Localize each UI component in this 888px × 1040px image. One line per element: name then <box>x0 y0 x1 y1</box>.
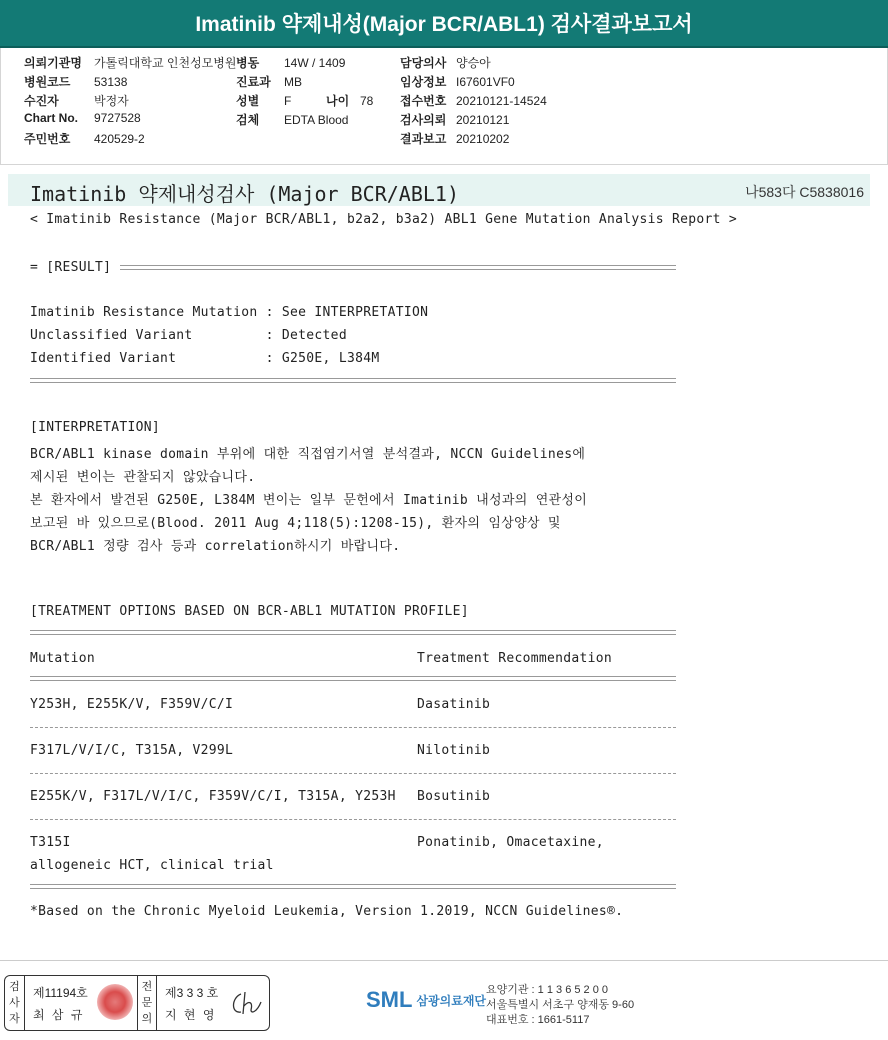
info-row-institution: 의뢰기관명 가톨릭대학교 인천성모병원 <box>24 56 237 70</box>
table-row-mutation: E255K/V, F317L/V/I/C, F359V/C/I, T315A, Y253H <box>30 789 396 804</box>
info-row-chart-no: Chart No. 9727528 <box>24 111 141 125</box>
col-treatment: Treatment Recommendation <box>417 651 613 666</box>
report-code: 나583다 C5838016 <box>745 184 864 200</box>
contact-info <box>486 983 634 1028</box>
result-header-rule <box>120 265 676 270</box>
info-divider <box>0 164 888 165</box>
signature-icon <box>227 988 265 1020</box>
table-row-treatment: Dasatinib <box>417 697 491 712</box>
row-divider <box>30 773 676 774</box>
info-row-hospital-code: 병원코드 53138 <box>24 75 128 89</box>
rule <box>30 630 676 635</box>
frame-left <box>0 48 1 165</box>
interpretation-line: 제시된 변이는 관찰되지 않았습니다. <box>30 470 256 485</box>
org-name: 삼광의료재단 <box>416 993 487 1008</box>
banner-title: Imatinib 약제내성(Major BCR/ABL1) 검사결과보고서 <box>195 13 693 36</box>
info-row-report-date: 결과보고 20210202 <box>400 132 510 146</box>
result-line: Identified Variant : G250E, L384M <box>30 351 380 366</box>
footer <box>0 960 888 1040</box>
info-row-age: 나이 78 <box>326 94 374 108</box>
table-row-mutation: Y253H, E255K/V, F359V/C/I <box>30 697 234 712</box>
row-divider <box>30 819 676 820</box>
interpretation-line: BCR/ABL1 kinase domain 부위에 대한 직접염기서열 분석결과, NCCN Guidelines에 <box>30 447 586 462</box>
interpretation-header: [INTERPRETATION] <box>30 420 161 435</box>
footnote: *Based on the Chronic Myeloid Leukemia, Version 1.2019, NCCN Guidelines®. <box>30 904 624 919</box>
result-line: Unclassified Variant : Detected <box>30 328 347 343</box>
signer-role-2: 전문의 <box>137 976 157 1030</box>
signer-license-1: 제11194호 <box>33 986 88 1000</box>
report-subtitle: < Imatinib Resistance (Major BCR/ABL1, b2a2, b3a2) ABL1 Gene Mutation Analysis Report > <box>30 212 738 227</box>
info-row-clinical-info: 임상정보 I67601VF0 <box>400 75 515 89</box>
table-row-mutation: F317L/V/I/C, T315A, V299L <box>30 743 234 758</box>
table-row-treatment: Nilotinib <box>417 743 491 758</box>
logo-text: SML <box>366 987 413 1012</box>
info-row-department: 진료과 MB <box>236 75 302 89</box>
signer-name-1: 최 삼 규 <box>33 1008 85 1022</box>
signature-box <box>4 975 270 1031</box>
contact-line: 서울특별시 서초구 양재동 9-60 <box>486 999 635 1011</box>
seal-icon <box>97 984 133 1020</box>
treatment-header: [TREATMENT OPTIONS BASED ON BCR-ABL1 MUTATION PROFILE] <box>30 604 469 619</box>
signer-name-2: 지 현 영 <box>165 1008 217 1022</box>
row-divider <box>30 727 676 728</box>
info-row-request-date: 검사의뢰 20210121 <box>400 113 510 127</box>
report-banner <box>0 0 888 48</box>
interpretation-line: 본 환자에서 발견된 G250E, L384M 변이는 일부 문헌에서 Imatinib 내성과의 연관성이 <box>30 493 588 508</box>
result-header: = [RESULT] <box>30 260 112 275</box>
rule <box>30 676 676 681</box>
table-row-treatment: Bosutinib <box>417 789 491 804</box>
result-line: Imatinib Resistance Mutation : See INTERPRETATION <box>30 305 429 320</box>
report-title: Imatinib 약제내성검사 (Major BCR/ABL1) <box>30 182 459 206</box>
info-row-id-no: 주민번호 420529-2 <box>24 132 145 146</box>
contact-line: 대표번호 : 1661-5117 <box>486 1014 590 1026</box>
table-row-treatment: Ponatinib, Omacetaxine, <box>417 835 604 850</box>
interpretation-line: 보고된 바 있으므로(Blood. 2011 Aug 4;118(5):1208-15), 환자의 임상양상 및 <box>30 516 561 531</box>
info-row-sex: 성별 F <box>236 94 292 108</box>
rule <box>30 378 676 383</box>
signer-license-2: 제3 3 3 호 <box>165 986 219 1000</box>
rule <box>30 884 676 889</box>
info-row-doctor: 담당의사 양승아 <box>400 56 491 70</box>
table-row-extra: allogeneic HCT, clinical trial <box>30 858 274 873</box>
sml-logo <box>366 987 486 1013</box>
interpretation-line: BCR/ABL1 정량 검사 등과 correlation하시기 바랍니다. <box>30 539 401 554</box>
info-row-specimen: 검체 EDTA Blood <box>236 113 349 127</box>
signer-role-1: 검사자 <box>5 976 25 1030</box>
info-row-receipt-no: 접수번호 20210121-14524 <box>400 94 547 108</box>
report-body <box>8 174 870 958</box>
info-row-patient: 수진자 박정자 <box>24 94 129 108</box>
report-title-bar <box>8 174 870 206</box>
table-row-mutation: T315I <box>30 835 71 850</box>
col-mutation: Mutation <box>30 651 96 666</box>
info-row-ward: 병동 14W / 1409 <box>236 56 346 70</box>
contact-line: 요양기관 : 1 1 3 6 5 2 0 0 <box>486 984 609 996</box>
